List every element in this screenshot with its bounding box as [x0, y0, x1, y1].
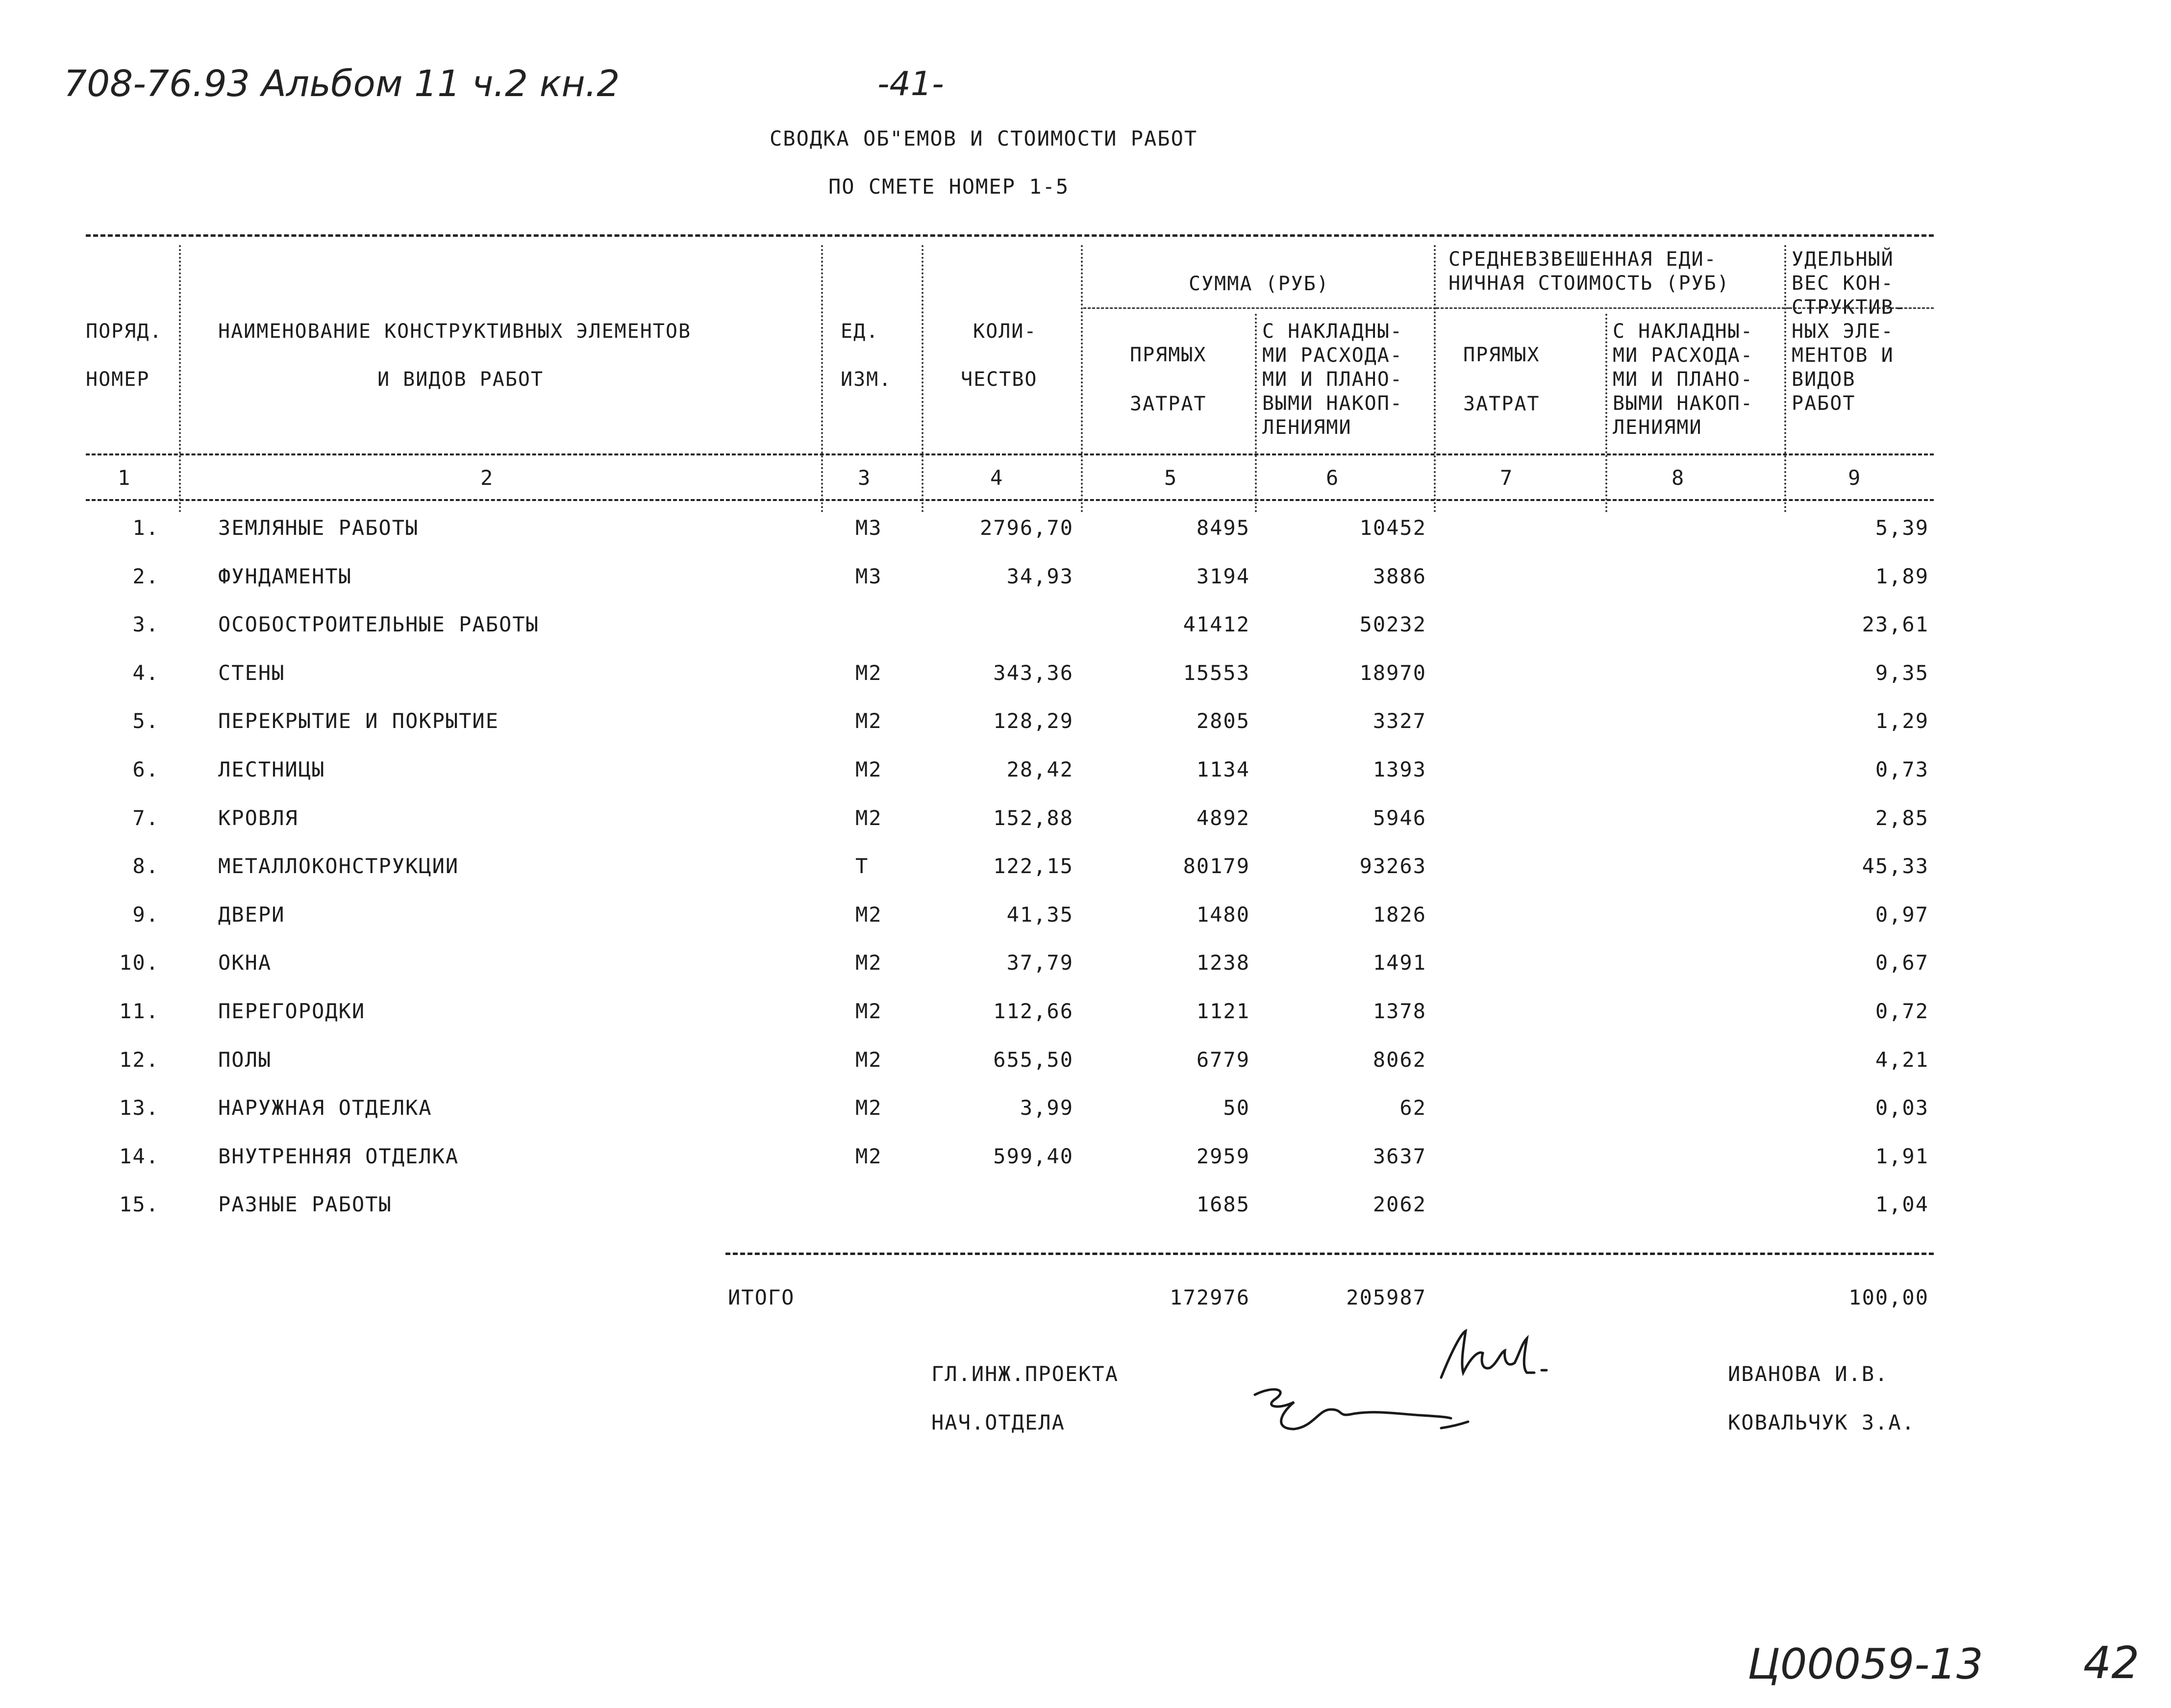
overhead-line-3: МИ И ПЛАНО-	[1613, 368, 1753, 391]
row-name: МЕТАЛЛОКОНСТРУКЦИИ	[218, 854, 459, 878]
department-head-name: КОВАЛЬЧУК З.А.	[1728, 1410, 1916, 1434]
row-share: 1,04	[1875, 1192, 1929, 1216]
row-quantity: 2796,70	[979, 516, 1073, 540]
col-number-2: 2	[480, 466, 494, 490]
header-avg-line2: НИЧНАЯ СТОИМОСТЬ (РУБ)	[1448, 272, 1730, 295]
row-unit: М2	[855, 757, 882, 781]
table-bottom-rule	[725, 1253, 1934, 1255]
row-number: 8.	[132, 854, 159, 878]
row-unit: Т	[855, 854, 869, 878]
row-direct-cost: 6779	[1196, 1048, 1250, 1072]
share-line-1: УДЕЛЬНЫЙ	[1792, 248, 1894, 271]
row-direct-cost: 8495	[1196, 516, 1250, 540]
col-number-3: 3	[858, 466, 872, 490]
row-overhead-cost: 3886	[1372, 564, 1426, 588]
row-quantity: 28,42	[1006, 757, 1073, 781]
row-unit: М2	[855, 709, 882, 733]
row-unit: М3	[855, 564, 882, 588]
row-number: 7.	[132, 806, 159, 830]
header-overhead-col6	[1262, 320, 1403, 440]
row-overhead-cost: 2062	[1372, 1192, 1426, 1216]
row-number: 15.	[119, 1192, 159, 1216]
row-name: ДВЕРИ	[218, 903, 285, 927]
col-number-1: 1	[118, 466, 131, 490]
col-number-6: 6	[1326, 466, 1340, 490]
row-quantity: 128,29	[993, 709, 1073, 733]
col-number-9: 9	[1848, 466, 1862, 490]
row-share: 23,61	[1862, 612, 1929, 636]
share-line-6: ВИДОВ	[1792, 368, 1856, 391]
row-name: ФУНДАМЕНТЫ	[218, 564, 352, 588]
row-unit: М3	[855, 516, 882, 540]
row-name: РАЗНЫЕ РАБОТЫ	[218, 1192, 392, 1216]
header-avg-line1: СРЕДНЕВЗВЕШЕННАЯ ЕДИ-	[1448, 248, 1717, 271]
table-top-rule	[86, 234, 1934, 237]
row-number: 11.	[119, 999, 159, 1023]
row-number: 13.	[119, 1096, 159, 1120]
row-direct-cost: 2959	[1196, 1144, 1250, 1168]
row-direct-cost: 1238	[1196, 951, 1250, 975]
share-line-4: НЫХ ЭЛЕ-	[1792, 320, 1894, 343]
row-name: НАРУЖНАЯ ОТДЕЛКА	[218, 1096, 432, 1120]
row-overhead-cost: 3637	[1372, 1144, 1426, 1168]
header-col2-line1: НАИМЕНОВАНИЕ КОНСТРУКТИВНЫХ ЭЛЕМЕНТОВ	[218, 320, 692, 343]
total-direct: 172976	[1170, 1285, 1250, 1309]
header-avg-direct-line1: ПРЯМЫХ	[1463, 344, 1540, 366]
row-name: ЛЕСТНИЦЫ	[218, 757, 325, 781]
page-number: -41-	[877, 65, 944, 103]
row-name: ОСОБОСТРОИТЕЛЬНЫЕ РАБОТЫ	[218, 612, 539, 636]
row-direct-cost: 1685	[1196, 1192, 1250, 1216]
header-direct-line2: ЗАТРАТ	[1130, 393, 1207, 415]
overhead-line-5: ЛЕНИЯМИ	[1613, 416, 1702, 439]
header-sep-7	[1605, 314, 1607, 512]
department-head-signature	[1245, 1380, 1480, 1444]
row-name: ЗЕМЛЯНЫЕ РАБОТЫ	[218, 516, 419, 540]
header-sep-8	[1784, 245, 1786, 512]
row-quantity: 34,93	[1006, 564, 1073, 588]
header-col3-line2: ИЗМ.	[841, 368, 892, 391]
row-overhead-cost: 1826	[1372, 903, 1426, 927]
avg-group-rule	[1436, 307, 1789, 309]
row-direct-cost: 1121	[1196, 999, 1250, 1023]
sheet-number: 42	[2083, 1637, 2140, 1689]
share-line-2: ВЕС КОН-	[1792, 272, 1894, 295]
document-subtitle: ПО СМЕТЕ НОМЕР 1-5	[828, 175, 1070, 199]
row-unit: М2	[855, 951, 882, 975]
overhead-line-2: МИ РАСХОДА-	[1262, 344, 1403, 367]
table-colnum-rule	[86, 499, 1934, 501]
row-direct-cost: 1134	[1196, 757, 1250, 781]
row-name: ПЕРЕКРЫТИЕ И ПОКРЫТИЕ	[218, 709, 499, 733]
row-quantity: 41,35	[1006, 903, 1073, 927]
row-share: 1,29	[1875, 709, 1929, 733]
header-share	[1792, 248, 1907, 416]
row-share: 0,97	[1875, 903, 1929, 927]
row-number: 10.	[119, 951, 159, 975]
row-quantity: 655,50	[993, 1048, 1073, 1072]
share-line-3: СТРУКТИВ-	[1792, 296, 1907, 319]
row-number: 2.	[132, 564, 159, 588]
total-overhead: 205987	[1346, 1285, 1426, 1309]
header-sep-6	[1434, 245, 1436, 512]
chief-engineer-title: ГЛ.ИНЖ.ПРОЕКТА	[931, 1362, 1119, 1386]
row-quantity: 122,15	[993, 854, 1073, 878]
header-col2-line2: И ВИДОВ РАБОТ	[377, 368, 544, 391]
row-number: 14.	[119, 1144, 159, 1168]
row-quantity: 112,66	[993, 999, 1073, 1023]
row-number: 12.	[119, 1048, 159, 1072]
album-reference: 708-76.93 Альбом 11 ч.2 кн.2	[64, 63, 620, 105]
row-share: 5,39	[1875, 516, 1929, 540]
header-sep-4	[1081, 245, 1083, 512]
chief-engineer-name: ИВАНОВА И.В.	[1728, 1362, 1889, 1386]
row-direct-cost: 50	[1223, 1096, 1250, 1120]
table-header-rule	[86, 453, 1934, 455]
row-quantity: 599,40	[993, 1144, 1073, 1168]
row-direct-cost: 4892	[1196, 806, 1250, 830]
row-overhead-cost: 1378	[1372, 999, 1426, 1023]
col-number-5: 5	[1164, 466, 1178, 490]
row-share: 0,03	[1875, 1096, 1929, 1120]
row-share: 0,72	[1875, 999, 1929, 1023]
share-line-5: МЕНТОВ И	[1792, 344, 1894, 367]
row-name: ОКНА	[218, 951, 272, 975]
row-share: 1,89	[1875, 564, 1929, 588]
row-name: ПОЛЫ	[218, 1048, 272, 1072]
row-direct-cost: 3194	[1196, 564, 1250, 588]
row-number: 5.	[132, 709, 159, 733]
row-quantity: 152,88	[993, 806, 1073, 830]
total-label: ИТОГО	[728, 1285, 795, 1309]
row-share: 0,67	[1875, 951, 1929, 975]
row-direct-cost: 2805	[1196, 709, 1250, 733]
row-unit: М2	[855, 1144, 882, 1168]
row-unit: М2	[855, 661, 882, 685]
overhead-line-4: ВЫМИ НАКОП-	[1613, 392, 1753, 415]
header-col4-line2: ЧЕСТВО	[961, 368, 1038, 391]
row-direct-cost: 1480	[1196, 903, 1250, 927]
header-sep-3	[922, 245, 923, 512]
header-col1-line2: НОМЕР	[86, 368, 150, 391]
col-number-7: 7	[1500, 466, 1514, 490]
col-number-8: 8	[1672, 466, 1685, 490]
header-col1-line1: ПОРЯД.	[86, 320, 163, 343]
row-unit: М2	[855, 903, 882, 927]
header-col4-line1: КОЛИ-	[973, 320, 1037, 343]
row-name: ВНУТРЕННЯЯ ОТДЕЛКА	[218, 1144, 459, 1168]
row-overhead-cost: 1393	[1372, 757, 1426, 781]
header-sep-1	[179, 245, 181, 512]
row-direct-cost: 80179	[1183, 854, 1250, 878]
row-direct-cost: 15553	[1183, 661, 1250, 685]
header-avg-direct-line2: ЗАТРАТ	[1463, 393, 1540, 415]
row-quantity: 3,99	[1020, 1096, 1073, 1120]
department-head-title: НАЧ.ОТДЕЛА	[931, 1410, 1065, 1434]
row-quantity: 37,79	[1006, 951, 1073, 975]
row-overhead-cost: 93263	[1359, 854, 1426, 878]
overhead-line-2: МИ РАСХОДА-	[1613, 344, 1753, 367]
overhead-line-3: МИ И ПЛАНО-	[1262, 368, 1403, 391]
row-share: 1,91	[1875, 1144, 1929, 1168]
row-quantity: 343,36	[993, 661, 1073, 685]
header-overhead-col8	[1613, 320, 1753, 440]
row-overhead-cost: 1491	[1372, 951, 1426, 975]
row-name: СТЕНЫ	[218, 661, 285, 685]
row-share: 0,73	[1875, 757, 1929, 781]
header-direct-line1: ПРЯМЫХ	[1130, 344, 1207, 366]
row-share: 2,85	[1875, 806, 1929, 830]
overhead-line-1: С НАКЛАДНЫ-	[1262, 320, 1403, 343]
row-number: 1.	[132, 516, 159, 540]
row-unit: М2	[855, 1096, 882, 1120]
row-direct-cost: 41412	[1183, 612, 1250, 636]
row-number: 9.	[132, 903, 159, 927]
row-name: ПЕРЕГОРОДКИ	[218, 999, 366, 1023]
row-number: 4.	[132, 661, 159, 685]
header-sum-group: СУММА (РУБ)	[1189, 273, 1329, 295]
chief-engineer-signature	[1436, 1324, 1564, 1387]
header-sep-5	[1255, 314, 1257, 512]
row-share: 9,35	[1875, 661, 1929, 685]
row-overhead-cost: 5946	[1372, 806, 1426, 830]
archive-code: Ц00059-13	[1747, 1640, 1983, 1689]
row-number: 3.	[132, 612, 159, 636]
row-overhead-cost: 62	[1399, 1096, 1426, 1120]
document-title: СВОДКА ОБ"ЕМОВ И СТОИМОСТИ РАБОТ	[770, 126, 1198, 151]
share-line-7: РАБОТ	[1792, 392, 1856, 415]
overhead-line-4: ВЫМИ НАКОП-	[1262, 392, 1403, 415]
row-overhead-cost: 8062	[1372, 1048, 1426, 1072]
overhead-line-5: ЛЕНИЯМИ	[1262, 416, 1352, 439]
row-overhead-cost: 50232	[1359, 612, 1426, 636]
header-col3-line1: ЕД.	[841, 320, 879, 343]
row-overhead-cost: 18970	[1359, 661, 1426, 685]
row-overhead-cost: 3327	[1372, 709, 1426, 733]
row-unit: М2	[855, 999, 882, 1023]
row-number: 6.	[132, 757, 159, 781]
row-share: 4,21	[1875, 1048, 1929, 1072]
overhead-line-1: С НАКЛАДНЫ-	[1613, 320, 1753, 343]
row-unit: М2	[855, 806, 882, 830]
row-overhead-cost: 10452	[1359, 516, 1426, 540]
row-name: КРОВЛЯ	[218, 806, 299, 830]
header-sep-2	[821, 245, 823, 512]
col-number-4: 4	[990, 466, 1004, 490]
sum-group-rule	[1083, 307, 1436, 309]
row-share: 45,33	[1862, 854, 1929, 878]
total-share: 100,00	[1848, 1285, 1929, 1309]
row-unit: М2	[855, 1048, 882, 1072]
